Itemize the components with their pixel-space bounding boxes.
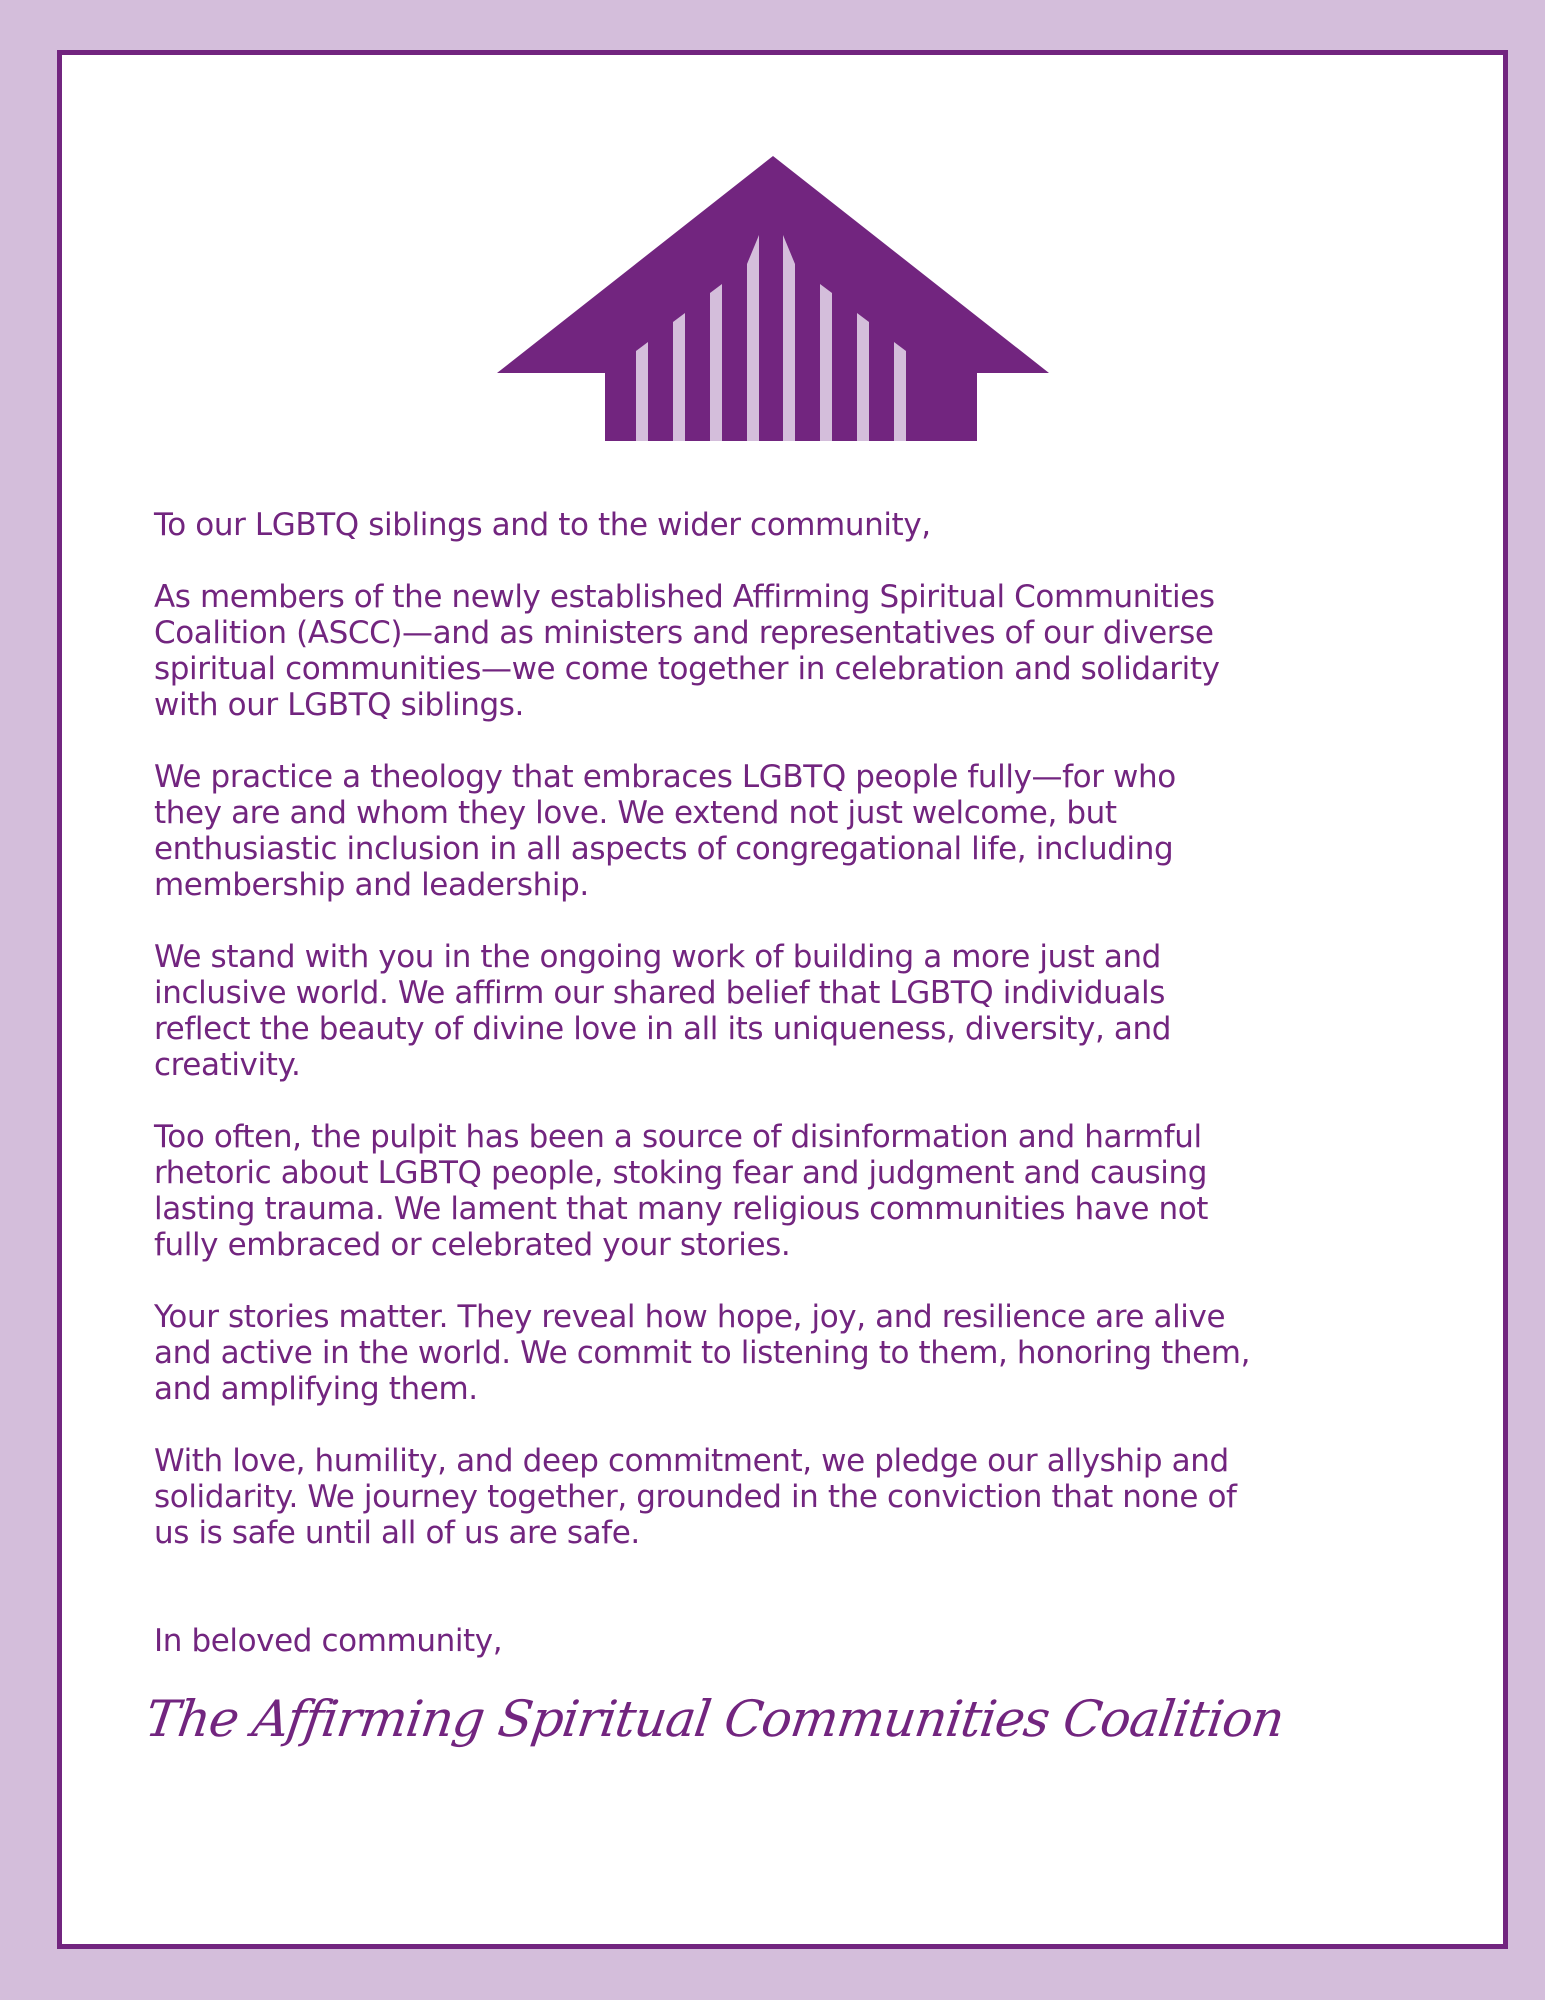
paragraph: As members of the newly established Affirming Spiritual Communities Coalition (ASCC)—and as ministers and representatives of our diverse spiritual communities—we come together in celebration and solidarity with our LGBTQ siblings. [154, 579, 1220, 723]
paragraph: Too often, the pulpit has been a source of disinformation and harmful rhetoric about LGBTQ people, stoking fear and judgment and causing lasting trauma. We lament that many religious communities have not fully embraced or celebrated your stories. [154, 1119, 1209, 1263]
paragraph: We practice a theology that embraces LGBTQ people fully—for who they are and whom they love. We extend not just welcome, but enthusiastic inclusion in all aspects of congregational life, including membership and leadership. [154, 759, 1176, 903]
logo-stripe [710, 284, 722, 441]
logo-stripe [857, 313, 869, 441]
logo-stripe [636, 342, 648, 441]
paragraph: With love, humility, and deep commitment, we pledge our allyship and solidarity. We journey together, grounded in the conviction that none of us is safe until all of us are safe. [154, 1443, 1237, 1551]
letter-body [154, 507, 1404, 1659]
paragraph: We stand with you in the ongoing work of building a more just and inclusive world. We affirm our shared belief that LGBTQ individuals reflect the beauty of divine love in all its uniqueness, diversity, and creativity. [154, 939, 1172, 1083]
closing: In beloved community, [154, 1623, 503, 1659]
logo-roof-shape [497, 156, 1049, 441]
logo-stripe [820, 284, 832, 441]
logo-stripe [673, 313, 685, 441]
signature: The Affirming Spiritual Communities Coalition [141, 1690, 1288, 1748]
paragraph: Your stories matter. They reveal how hope, joy, and resilience are alive and active in the world. We commit to listening to them, honoring them, and amplifying them. [154, 1299, 1251, 1407]
logo-stripe [783, 235, 795, 441]
house-roof-stripes-icon [497, 156, 1049, 441]
logo-stripe [894, 342, 906, 441]
salutation: To our LGBTQ siblings and to the wider community, [154, 507, 931, 543]
logo-stripe [747, 235, 759, 441]
